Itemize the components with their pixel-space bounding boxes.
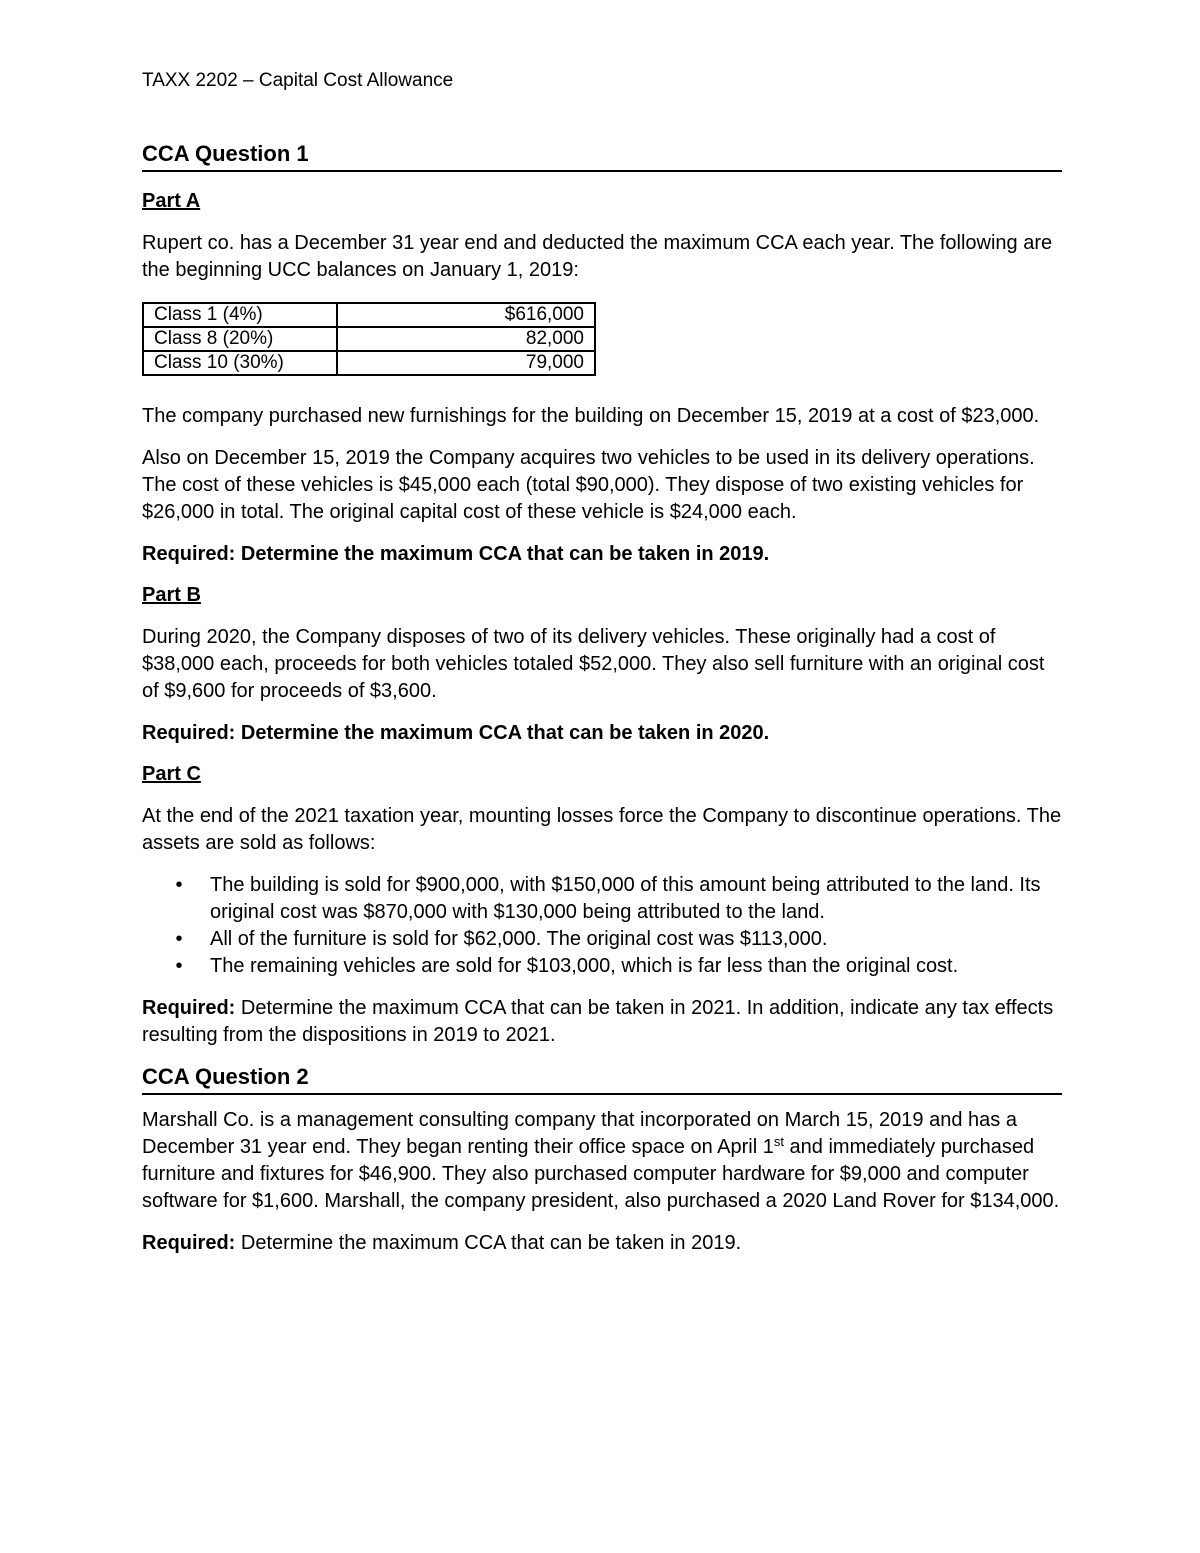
part-c-paragraph: At the end of the 2021 taxation year, mounting losses force the Company to discontinue operations. The assets are sold as follows: bbox=[142, 805, 1062, 854]
bullet-icon: • bbox=[175, 874, 183, 896]
part-b-heading: Part B bbox=[142, 584, 201, 606]
table-row bbox=[143, 351, 595, 375]
part-c-required bbox=[142, 995, 1062, 1049]
required-text: Determine the maximum CCA that can be taken in 2021. In addition, indicate any tax effects resulting from the dispositions in 2019 to 2021. bbox=[142, 997, 1054, 1046]
ordinal-superscript: st bbox=[773, 1134, 784, 1149]
page-header: TAXX 2202 – Capital Cost Allowance bbox=[142, 70, 454, 91]
required-text: Determine the maximum CCA that can be taken in 2019. bbox=[235, 1232, 742, 1254]
class-label: Class 10 (30%) bbox=[143, 351, 337, 375]
class-label: Class 1 (4%) bbox=[143, 303, 337, 327]
ucc-balances-table bbox=[142, 302, 596, 376]
table-row bbox=[143, 303, 595, 327]
list-item: • All of the furniture is sold for $62,000. The original cost was $113,000. bbox=[210, 926, 1062, 953]
question-2-paragraph: Marshall Co. is a management consulting company that incorporated on March 15, 2019 and has a December 31 year end. They began renting their office space on April 1st and immediately purchased furniture and fixtures for $46,900. They also purchased computer hardware for $9,000 and computer software for $1,600. Marshall, the company president, also purchased a 2020 Land Rover for $134,000. bbox=[142, 1109, 1060, 1212]
list-item: • The remaining vehicles are sold for $103,000, which is far less than the original cost. bbox=[210, 953, 1062, 980]
asset-sales-list bbox=[142, 872, 1062, 980]
part-a-paragraph-vehicles: Also on December 15, 2019 the Company acquires two vehicles to be used in its delivery operations. The cost of these vehicles is $45,000 each (total $90,000). They dispose of two existing vehicles for $26,000 in total. The original capital cost of these vehicle is $24,000 each. bbox=[142, 447, 1035, 523]
part-a-heading: Part A bbox=[142, 190, 201, 212]
required-label: Required: bbox=[142, 997, 236, 1019]
part-c-heading: Part C bbox=[142, 763, 201, 785]
part-a-paragraph-furnishings: The company purchased new furnishings for the building on December 15, 2019 at a cost of $23,000. bbox=[142, 405, 1040, 427]
table-row bbox=[143, 327, 595, 351]
bullet-icon: • bbox=[175, 928, 183, 950]
ucc-amount: 79,000 bbox=[337, 351, 595, 375]
part-b-required: Required: Determine the maximum CCA that can be taken in 2020. bbox=[142, 722, 770, 744]
question-2-heading: CCA Question 2 bbox=[142, 1063, 1062, 1095]
required-label: Required: bbox=[142, 1232, 236, 1254]
question-1-heading: CCA Question 1 bbox=[142, 140, 1062, 172]
part-a-required: Required: Determine the maximum CCA that can be taken in 2019. bbox=[142, 543, 770, 565]
list-item: • The building is sold for $900,000, with $150,000 of this amount being attributed to the land. Its original cost was $870,000 with $130,000 being attributed to the land. bbox=[175, 874, 1041, 923]
ucc-amount: 82,000 bbox=[337, 327, 595, 351]
part-b-paragraph: During 2020, the Company disposes of two of its delivery vehicles. These originally had a cost of $38,000 each, proceeds for both vehicles totaled $52,000. They also sell furniture with an original cost of $9,600 for proceeds of $3,600. bbox=[142, 626, 1045, 702]
document-page bbox=[142, 68, 1062, 1257]
question-2-required bbox=[142, 1230, 1062, 1257]
bullet-icon: • bbox=[175, 955, 183, 977]
part-a-intro: Rupert co. has a December 31 year end and deducted the maximum CCA each year. The following are the beginning UCC balances on January 1, 2019: bbox=[142, 232, 1053, 281]
ucc-amount: $616,000 bbox=[337, 303, 595, 327]
class-label: Class 8 (20%) bbox=[143, 327, 337, 351]
